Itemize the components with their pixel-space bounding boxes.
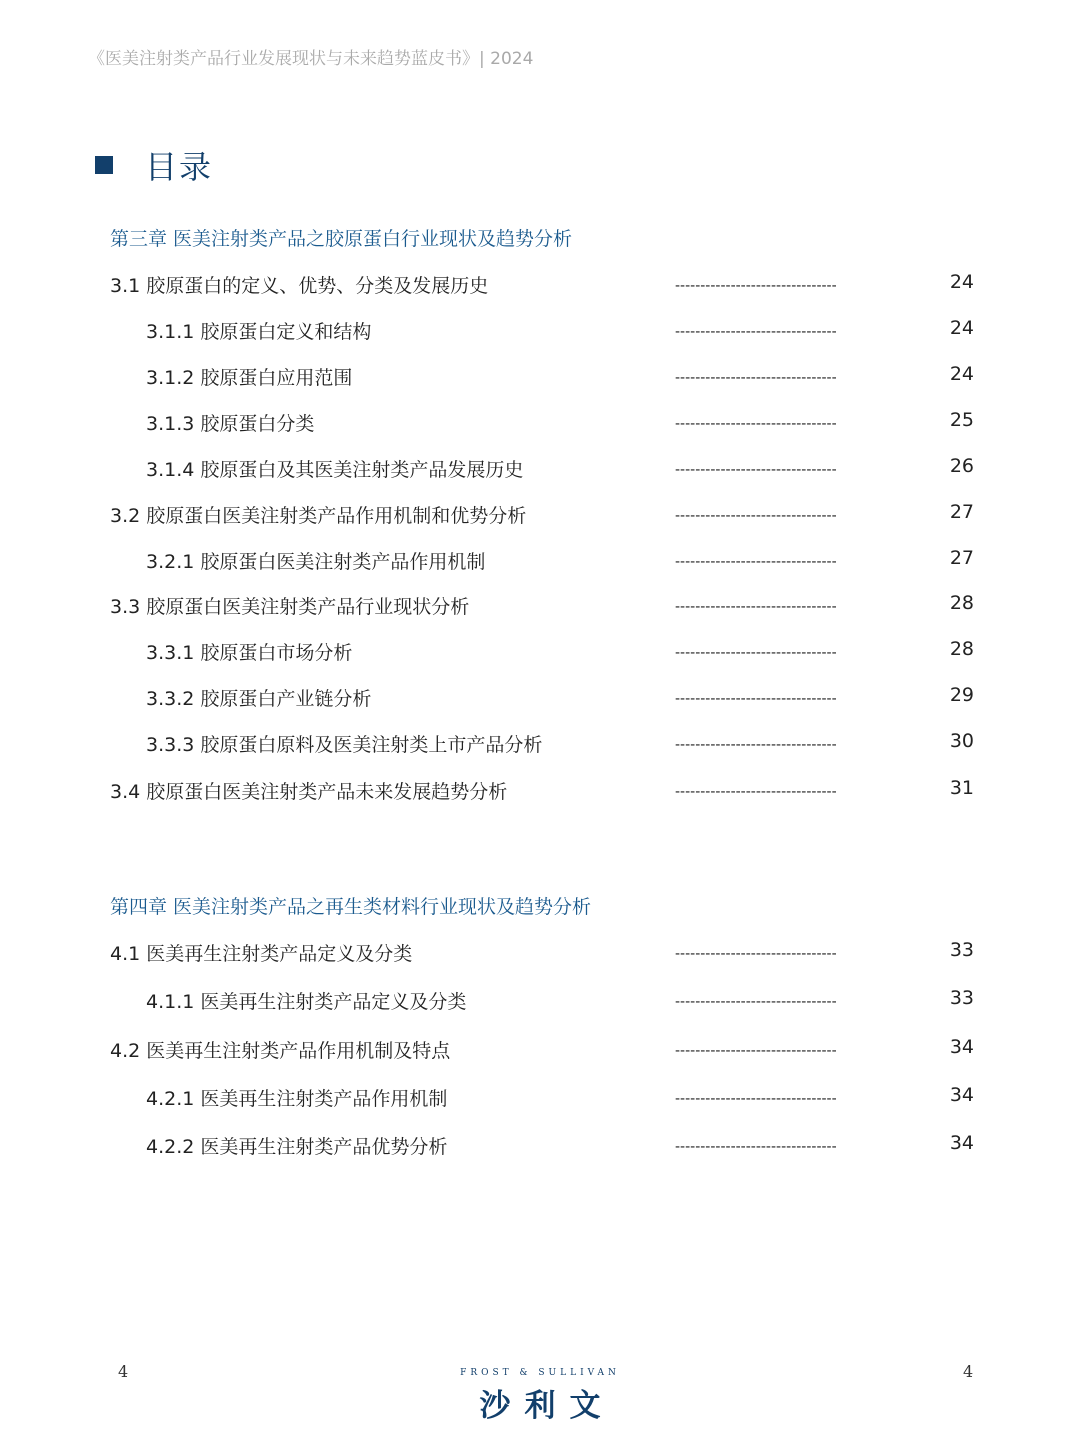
toc-entry[interactable]: [0, 939, 1080, 969]
toc-page-number: 28: [949, 592, 974, 614]
toc-entry-label: 3.3.3 胶原蛋白原料及医美注射类上市产品分析: [146, 734, 543, 756]
toc-page-number: 31: [949, 777, 974, 799]
toc-entry[interactable]: [0, 317, 1080, 347]
chapter-heading[interactable]: 第四章 医美注射类产品之再生类材料行业现状及趋势分析: [110, 896, 592, 918]
toc-page-number: 33: [949, 987, 974, 1009]
toc-entry-label: 3.1.4 胶原蛋白及其医美注射类产品发展历史: [146, 459, 524, 481]
toc-entry-label: 3.4 胶原蛋白医美注射类产品未来发展趋势分析: [110, 781, 508, 803]
toc-page-number: 24: [949, 363, 974, 385]
toc-entry[interactable]: [0, 1132, 1080, 1162]
toc-dotted-leader: --------------------------------: [675, 737, 837, 753]
toc-dotted-leader: --------------------------------: [675, 1091, 837, 1107]
toc-entry-label: 3.1.3 胶原蛋白分类: [146, 413, 315, 435]
toc-entry[interactable]: [0, 501, 1080, 531]
page-number-left: 4: [118, 1362, 129, 1381]
toc-dotted-leader: --------------------------------: [675, 645, 837, 661]
frost-sullivan-logo: [440, 1368, 640, 1425]
toc-dotted-leader: --------------------------------: [675, 278, 837, 294]
toc-page-number: 34: [949, 1132, 974, 1154]
toc-entry[interactable]: [0, 684, 1080, 714]
toc-dotted-leader: --------------------------------: [675, 691, 837, 707]
toc-entry-label: 3.2 胶原蛋白医美注射类产品作用机制和优势分析: [110, 505, 527, 527]
toc-entry[interactable]: [0, 409, 1080, 439]
toc-page-number: 34: [949, 1036, 974, 1058]
chapter-heading[interactable]: 第三章 医美注射类产品之胶原蛋白行业现状及趋势分析: [110, 228, 573, 250]
toc-entry[interactable]: [0, 1084, 1080, 1114]
toc-entry[interactable]: [0, 547, 1080, 577]
toc-dotted-leader: --------------------------------: [675, 1139, 837, 1155]
logo-english: FROST & SULLIVAN: [460, 1368, 620, 1378]
toc-page-number: 26: [949, 455, 974, 477]
toc-entry[interactable]: [0, 455, 1080, 485]
square-bullet-icon: [95, 156, 113, 174]
running-header: 《医美注射类产品行业发展现状与未来趋势蓝皮书》| 2024: [88, 49, 534, 69]
toc-entry-label: 3.3 胶原蛋白医美注射类产品行业现状分析: [110, 596, 470, 618]
toc-entry-label: 4.1 医美再生注射类产品定义及分类: [110, 943, 413, 965]
logo-chinese: 沙利文: [479, 1388, 615, 1424]
toc-entry[interactable]: [0, 592, 1080, 622]
toc-page-number: 27: [949, 547, 974, 569]
toc-page-number: 25: [949, 409, 974, 431]
toc-page-number: 29: [949, 684, 974, 706]
toc-dotted-leader: --------------------------------: [675, 508, 837, 524]
page-number-right: 4: [963, 1362, 974, 1381]
toc-dotted-leader: --------------------------------: [675, 370, 837, 386]
toc-page-number: 27: [949, 501, 974, 523]
toc-dotted-leader: --------------------------------: [675, 416, 837, 432]
toc-dotted-leader: --------------------------------: [675, 599, 837, 615]
toc-dotted-leader: --------------------------------: [675, 462, 837, 478]
toc-page-number: 28: [949, 638, 974, 660]
toc-entry-label: 4.2.1 医美再生注射类产品作用机制: [146, 1088, 448, 1110]
toc-dotted-leader: --------------------------------: [675, 1043, 837, 1059]
toc-entry[interactable]: [0, 777, 1080, 807]
toc-entry-label: 3.2.1 胶原蛋白医美注射类产品作用机制: [146, 551, 486, 573]
toc-page-number: 30: [949, 730, 974, 752]
toc-entry[interactable]: [0, 271, 1080, 301]
toc-entry[interactable]: [0, 638, 1080, 668]
toc-dotted-leader: --------------------------------: [675, 946, 837, 962]
toc-entry-label: 4.2 医美再生注射类产品作用机制及特点: [110, 1040, 451, 1062]
toc-page-number: 24: [949, 317, 974, 339]
toc-page-number: 24: [949, 271, 974, 293]
toc-entry[interactable]: [0, 1036, 1080, 1066]
toc-entry-label: 3.1.1 胶原蛋白定义和结构: [146, 321, 372, 343]
toc-entry-label: 3.3.2 胶原蛋白产业链分析: [146, 688, 372, 710]
toc-entry[interactable]: [0, 730, 1080, 760]
toc-entry[interactable]: [0, 363, 1080, 393]
toc-entry-label: 3.1.2 胶原蛋白应用范围: [146, 367, 353, 389]
toc-dotted-leader: --------------------------------: [675, 324, 837, 340]
toc-page-number: 34: [949, 1084, 974, 1106]
toc-heading: [95, 140, 213, 190]
toc-dotted-leader: --------------------------------: [675, 994, 837, 1010]
toc-entry[interactable]: [0, 987, 1080, 1017]
toc-entry-label: 4.2.2 医美再生注射类产品优势分析: [146, 1136, 448, 1158]
toc-dotted-leader: --------------------------------: [675, 784, 837, 800]
toc-title: 目录: [145, 148, 214, 186]
toc-page-number: 33: [949, 939, 974, 961]
toc-entry-label: 3.3.1 胶原蛋白市场分析: [146, 642, 353, 664]
toc-dotted-leader: --------------------------------: [675, 554, 837, 570]
toc-entry-label: 3.1 胶原蛋白的定义、优势、分类及发展历史: [110, 275, 489, 297]
toc-entry-label: 4.1.1 医美再生注射类产品定义及分类: [146, 991, 467, 1013]
